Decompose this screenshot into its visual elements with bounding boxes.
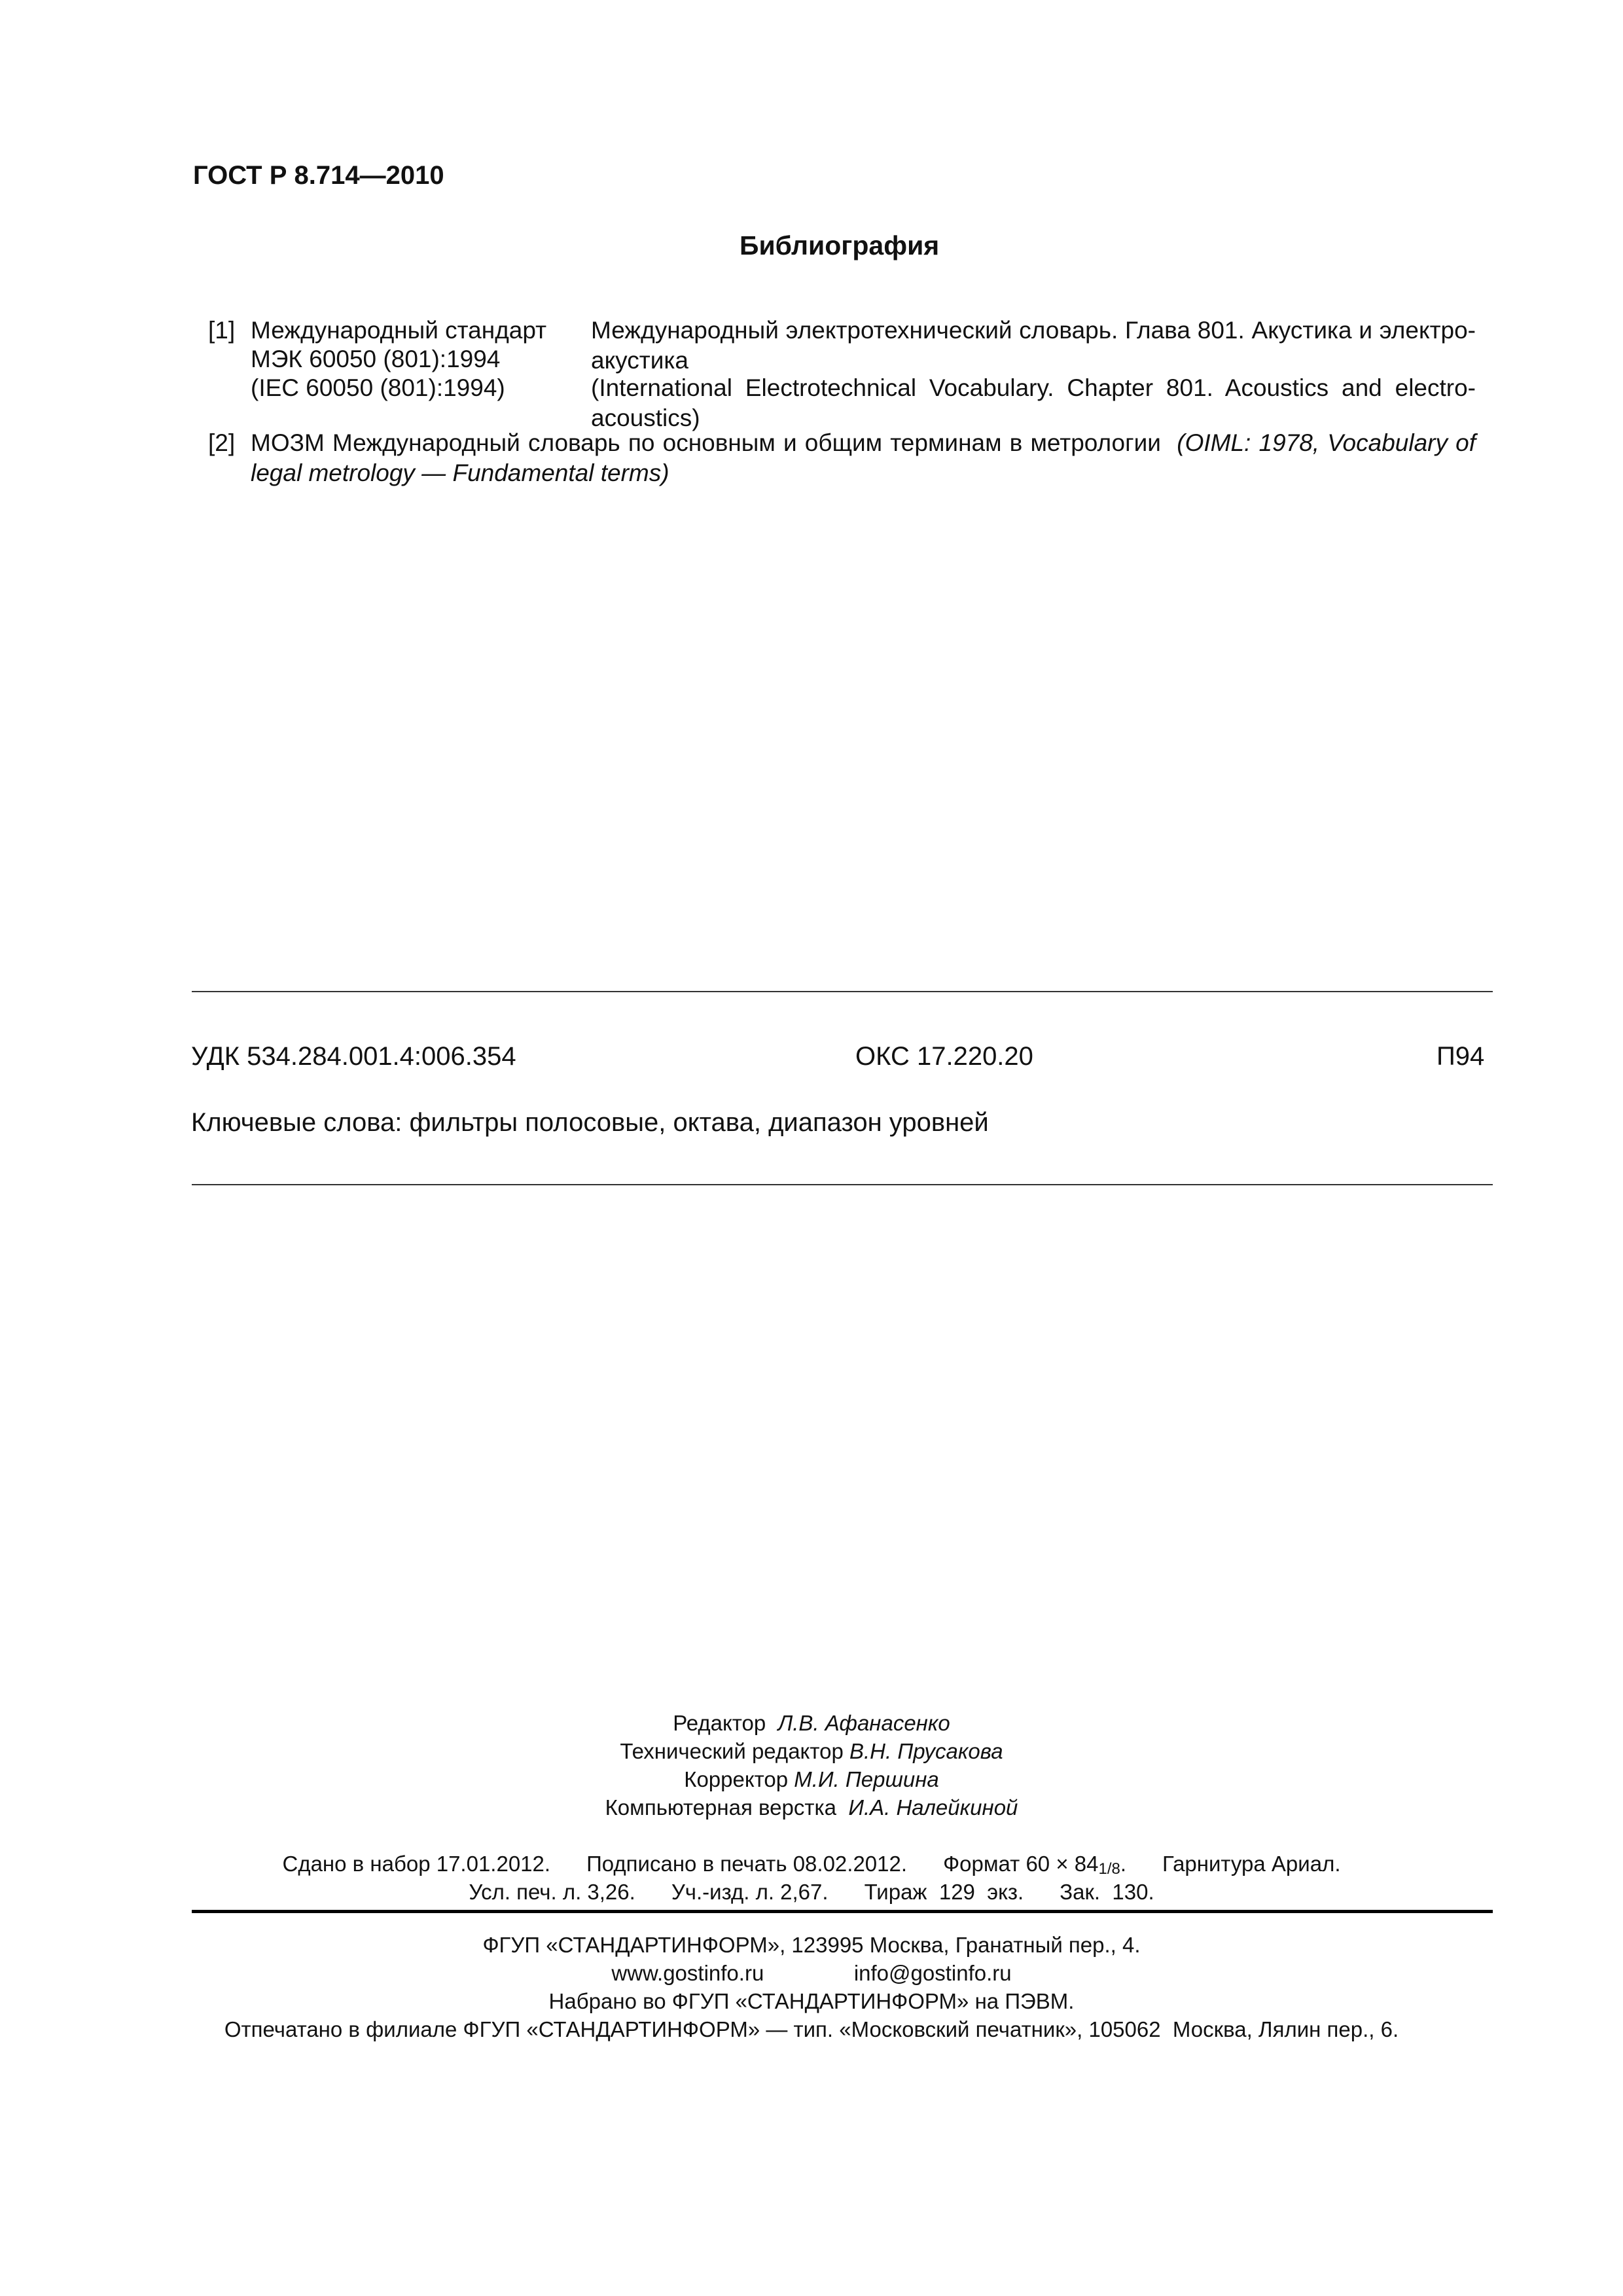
typeface: Гарнитура Ариал. xyxy=(1162,1852,1341,1876)
udk-code: УДК 534.284.001.4:006.354 xyxy=(191,1042,516,1071)
ref1-number: [1] xyxy=(208,317,236,344)
editor-label: Редактор xyxy=(673,1711,766,1735)
print-info-line1: Сдано в набор 17.01.2012. Подписано в печать 08.02.2012. Формат 60 × 841/8. Гарнитура Ариал. xyxy=(282,1852,1341,1878)
tech-editor-name: В.Н. Прусакова xyxy=(849,1739,1003,1763)
circulation: Тираж 129 экз. xyxy=(864,1880,1024,1904)
publishing-sheets: Уч.-изд. л. 2,67. xyxy=(671,1880,829,1904)
ref2-text-en: (OIML: 1978, Vocabulary of legal metrology — Fundamental terms) xyxy=(251,429,1476,486)
keywords: Ключевые слова: фильтры полосовые, октава, диапазон уровней xyxy=(191,1108,989,1137)
ref1-source-line1: Международный стандарт xyxy=(251,317,547,344)
standard-code: ГОСТ Р 8.714—2010 xyxy=(193,161,444,190)
ref2-text xyxy=(251,428,1476,488)
ref1-source-line2: МЭК 60050 (801):1994 xyxy=(251,346,501,372)
email: info@gostinfo.ru xyxy=(853,1961,1012,1985)
print-info-line2 xyxy=(0,1878,1623,1906)
format: Формат 60 × 84 xyxy=(943,1852,1099,1876)
ref2-text-ru: МОЗМ Международный словарь по основным и общим терминам в метрологии xyxy=(251,429,1161,456)
submitted-date: Сдано в набор 17.01.2012. xyxy=(282,1852,551,1876)
order-number: Зак. 130. xyxy=(1060,1880,1154,1904)
ref2-number: [2] xyxy=(208,429,236,456)
tech-editor-label: Технический редактор xyxy=(620,1739,844,1763)
contacts xyxy=(0,1959,1623,1987)
layout-name: И.А. Налейкиной xyxy=(848,1795,1018,1820)
footer-divider xyxy=(192,1910,1493,1913)
ref1-description-ru: Международный электротехнический словарь. Глава 801. Акустика и электро- акустика xyxy=(591,317,1476,374)
credit-tech-editor xyxy=(0,1737,1623,1765)
top-divider xyxy=(192,991,1493,992)
editor-name: Л.В. Афанасенко xyxy=(777,1711,950,1735)
credit-editor xyxy=(0,1709,1623,1737)
website: www.gostinfo.ru xyxy=(611,1961,764,1985)
publisher-address: ФГУП «СТАНДАРТИНФОРМ», 123995 Москва, Гранатный пер., 4. xyxy=(482,1933,1141,1957)
printed-info: Отпечатано в филиале ФГУП «СТАНДАРТИНФОРМ» — тип. «Московский печатник», 105062 Москва, Лялин пер., 6. xyxy=(224,2017,1399,2041)
oks-code: ОКС 17.220.20 xyxy=(855,1042,1033,1071)
signed-date: Подписано в печать 08.02.2012. xyxy=(586,1852,908,1876)
typeset-info: Набрано во ФГУП «СТАНДАРТИНФОРМ» на ПЭВМ. xyxy=(548,1989,1075,2013)
corrector-label: Корректор xyxy=(684,1767,789,1791)
corrector-name: М.И. Першина xyxy=(794,1767,939,1791)
ref1-description-en: (International Electrotechnical Vocabulary. Chapter 801. Acoustics and electro- acoustics) xyxy=(591,374,1476,431)
group-code: П94 xyxy=(1436,1042,1485,1071)
print-sheets: Усл. печ. л. 3,26. xyxy=(469,1880,635,1904)
credit-corrector xyxy=(0,1765,1623,1793)
layout-label: Компьютерная верстка xyxy=(605,1795,836,1820)
credit-layout xyxy=(0,1793,1623,1821)
ref1-source-line3: (IEC 60050 (801):1994) xyxy=(251,374,505,401)
bibliography-title: Библиография xyxy=(740,230,940,260)
bottom-divider xyxy=(192,1184,1493,1185)
format-fraction: 1/8 xyxy=(1098,1860,1120,1878)
